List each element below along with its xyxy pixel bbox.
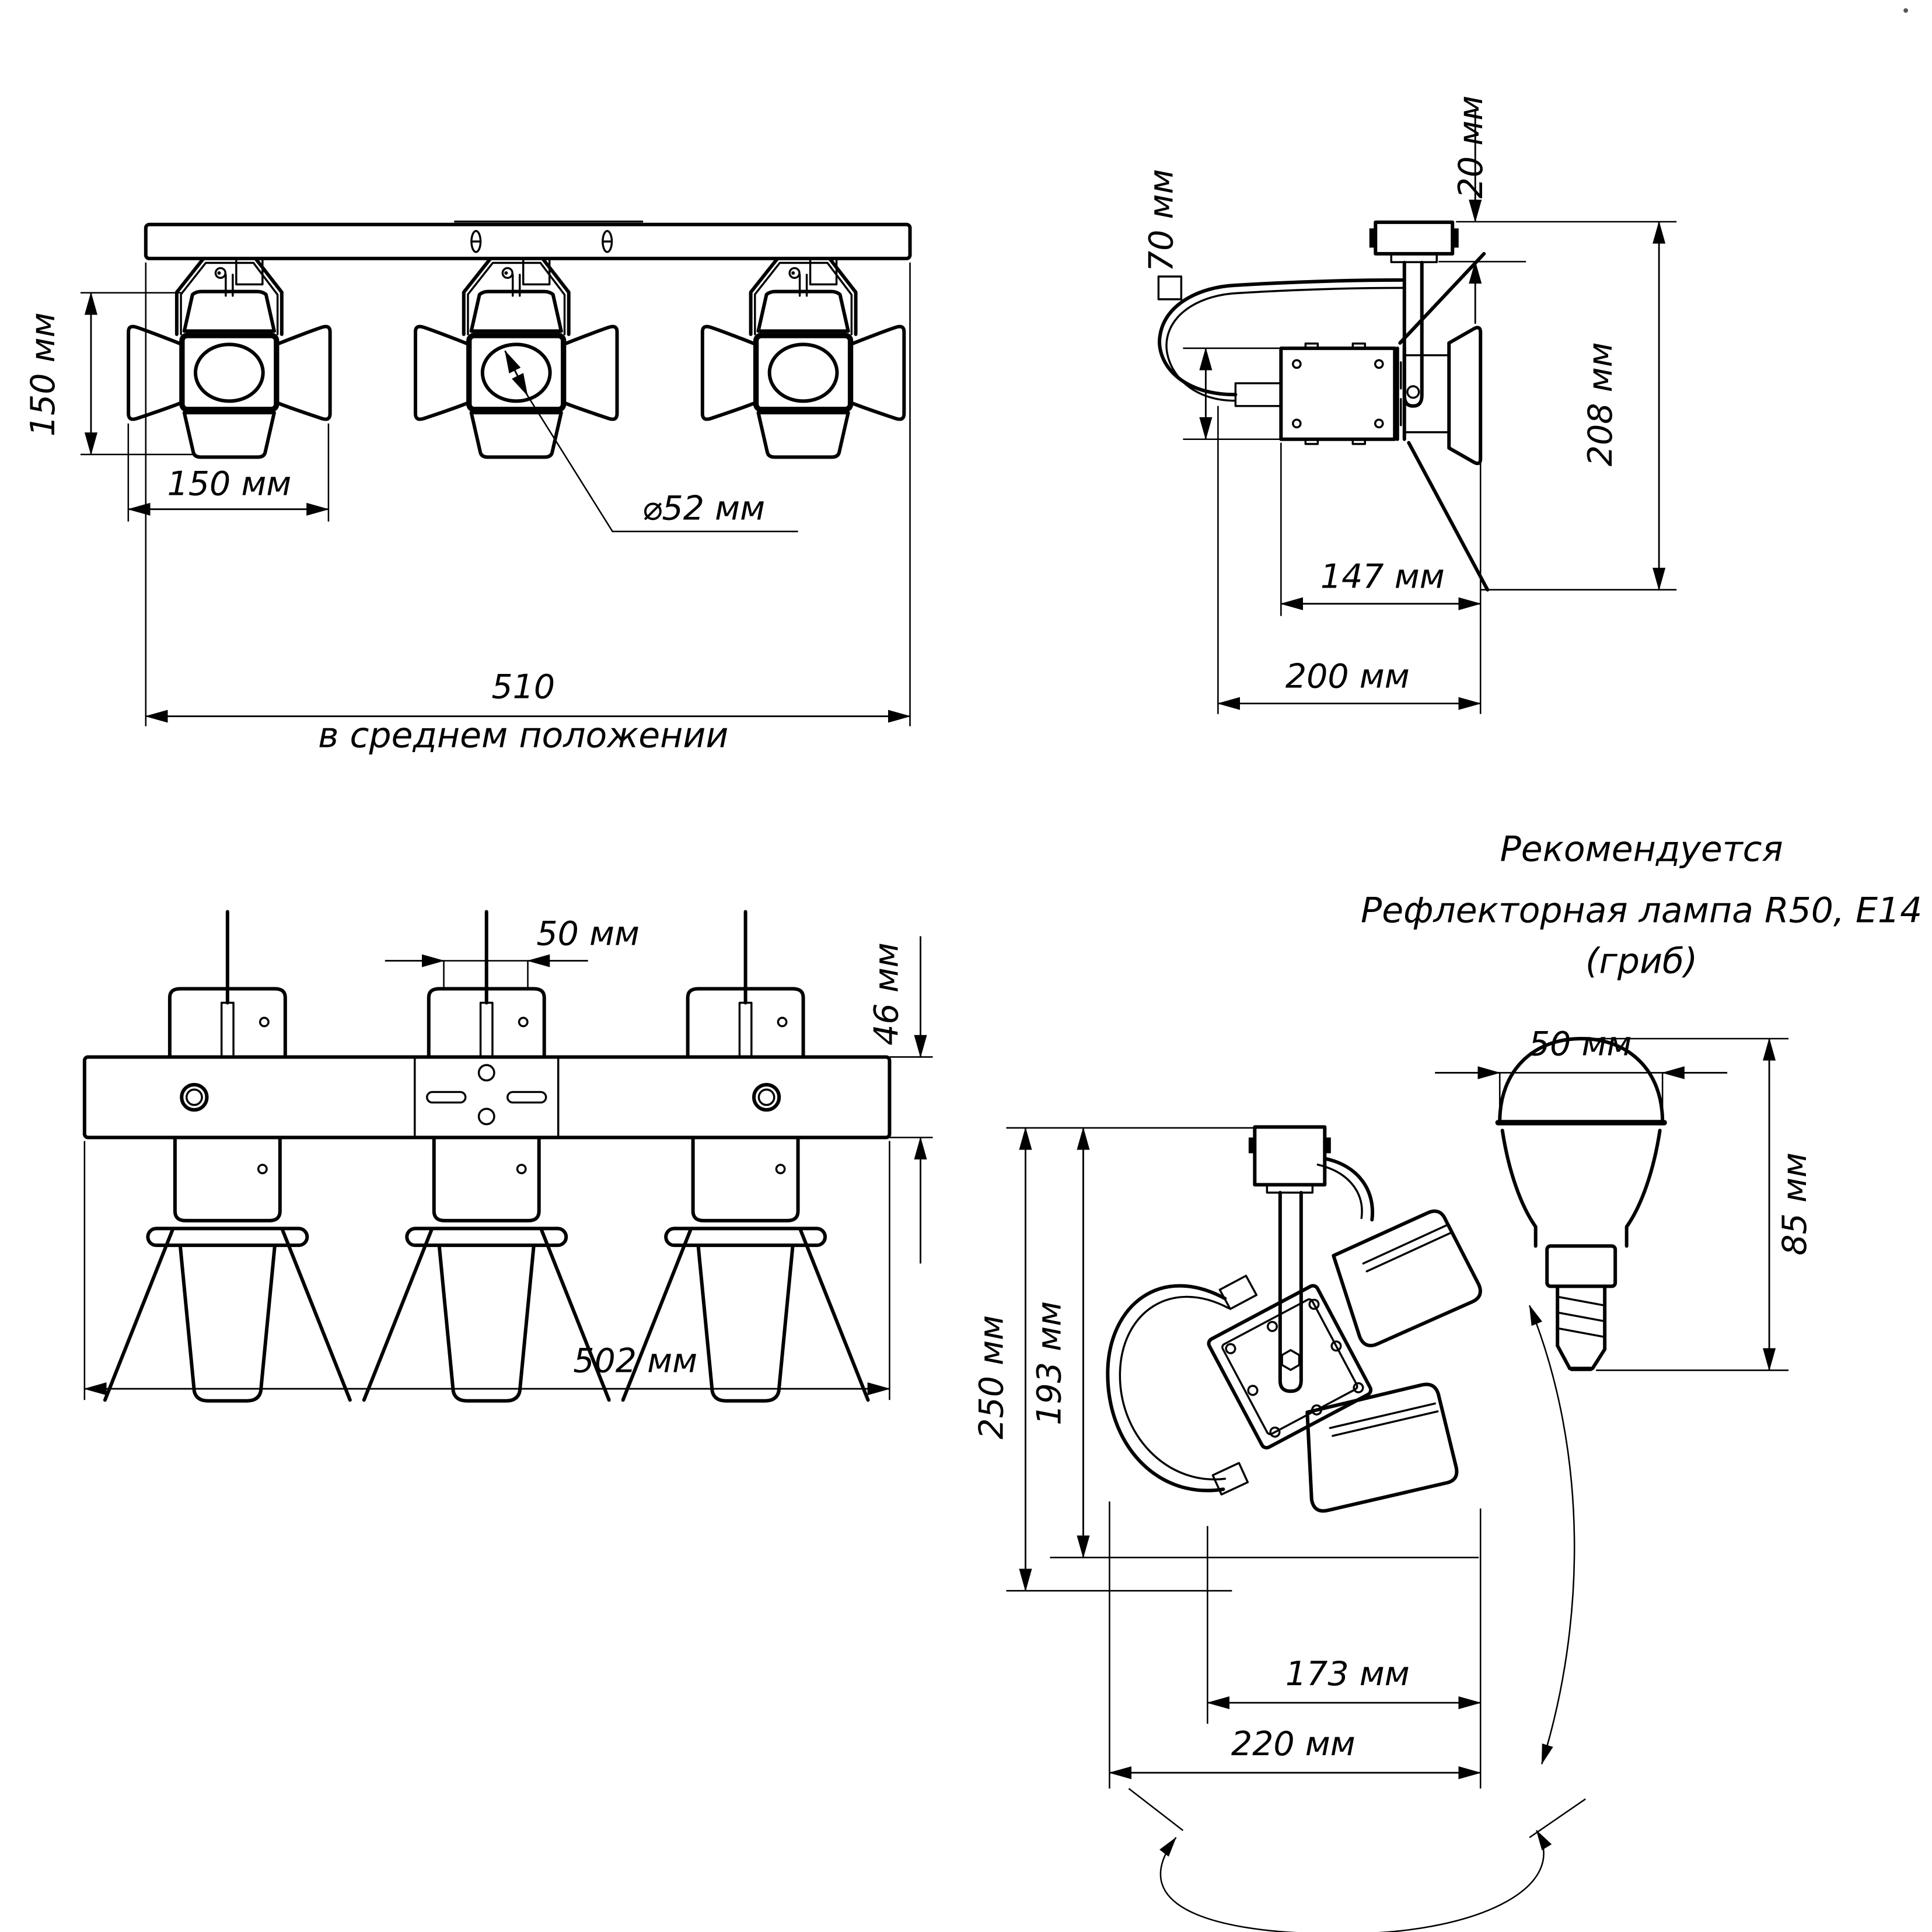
dim-label-square: 70 мм xyxy=(1142,169,1181,272)
spot-unit xyxy=(623,912,868,1401)
dim-label-total-height: 208 мм xyxy=(1581,342,1620,467)
pivot-hole xyxy=(1407,386,1419,398)
lamp-body xyxy=(1281,348,1395,439)
lamp-view xyxy=(1361,829,1922,1371)
side-view xyxy=(1142,96,1676,714)
lamp-note-line2: Рефлекторная лампа R50, E14 xyxy=(1361,890,1923,931)
dim-label-width-body: 173 мм xyxy=(1285,1655,1410,1694)
dim-label-bar-height: 46 мм xyxy=(867,942,906,1046)
dim-label-overall-width: 510 xyxy=(491,668,556,707)
bracket-link xyxy=(1220,1276,1256,1309)
handle-bracket xyxy=(1108,1286,1225,1491)
front-view xyxy=(24,222,910,756)
open-barn-door xyxy=(1449,327,1480,463)
dim-label-overall-depth: 200 мм xyxy=(1285,657,1410,696)
center-plate xyxy=(415,1057,558,1137)
dim-label-front-height: 150 мм xyxy=(23,312,62,437)
mounting-screw xyxy=(181,1085,207,1110)
dim-label-bar-length: 502 мм xyxy=(573,1341,698,1381)
lamp-note-line3: (гриб) xyxy=(1585,941,1698,982)
swivel-arc-arrow xyxy=(1161,1830,1544,1932)
dim-label-body-width: 147 мм xyxy=(1320,557,1445,596)
spotlight-head xyxy=(703,258,904,457)
artifact-dot xyxy=(1903,8,1908,13)
spotlight-head xyxy=(415,258,617,457)
dim-label-height-body: 193 мм xyxy=(1030,1301,1069,1426)
dim-label-lamp-height: 85 мм xyxy=(1776,1152,1815,1256)
square-section-icon xyxy=(1158,277,1181,299)
lamp-note-line1: Рекомендуется xyxy=(1500,829,1783,870)
cord-tilted xyxy=(1325,1158,1372,1220)
tilted-view xyxy=(972,1127,1585,1932)
spot-unit xyxy=(364,912,609,1401)
cord-connector xyxy=(1235,383,1281,406)
top-view xyxy=(85,912,933,1401)
mounting-screw xyxy=(754,1085,779,1110)
diameter-arrow xyxy=(505,351,527,395)
pivot-nut xyxy=(1282,1350,1299,1370)
canopy-bolt xyxy=(1452,228,1459,247)
dim-label-height-max: 250 мм xyxy=(972,1315,1011,1440)
spotlight-head xyxy=(128,258,330,457)
bulb-neck xyxy=(1547,1246,1615,1286)
dim-label-lamp-diameter: 50 мм xyxy=(1528,1025,1632,1064)
canopy-bolt xyxy=(1369,228,1376,247)
adjust-slot xyxy=(508,1092,546,1102)
dim-label-front-width: 150 мм xyxy=(167,464,292,504)
dim-label-width-max: 220 мм xyxy=(1231,1725,1355,1764)
adjust-slot xyxy=(427,1092,466,1102)
note-middle-position: в среднем положении xyxy=(318,715,729,756)
ceiling-canopy xyxy=(1375,222,1452,254)
open-flap-upper xyxy=(1333,1211,1480,1346)
tilt-arc-arrow xyxy=(1529,1305,1574,1764)
ceiling-canopy-tilted xyxy=(1255,1127,1325,1185)
dim-label-canopy-height: 20 мм xyxy=(1452,95,1491,199)
dim-label-offset: 50 мм xyxy=(536,914,640,953)
dim-label-lens-diameter: ⌀52 мм xyxy=(642,489,766,528)
spot-unit xyxy=(105,912,350,1401)
mounting-bar xyxy=(146,225,910,258)
